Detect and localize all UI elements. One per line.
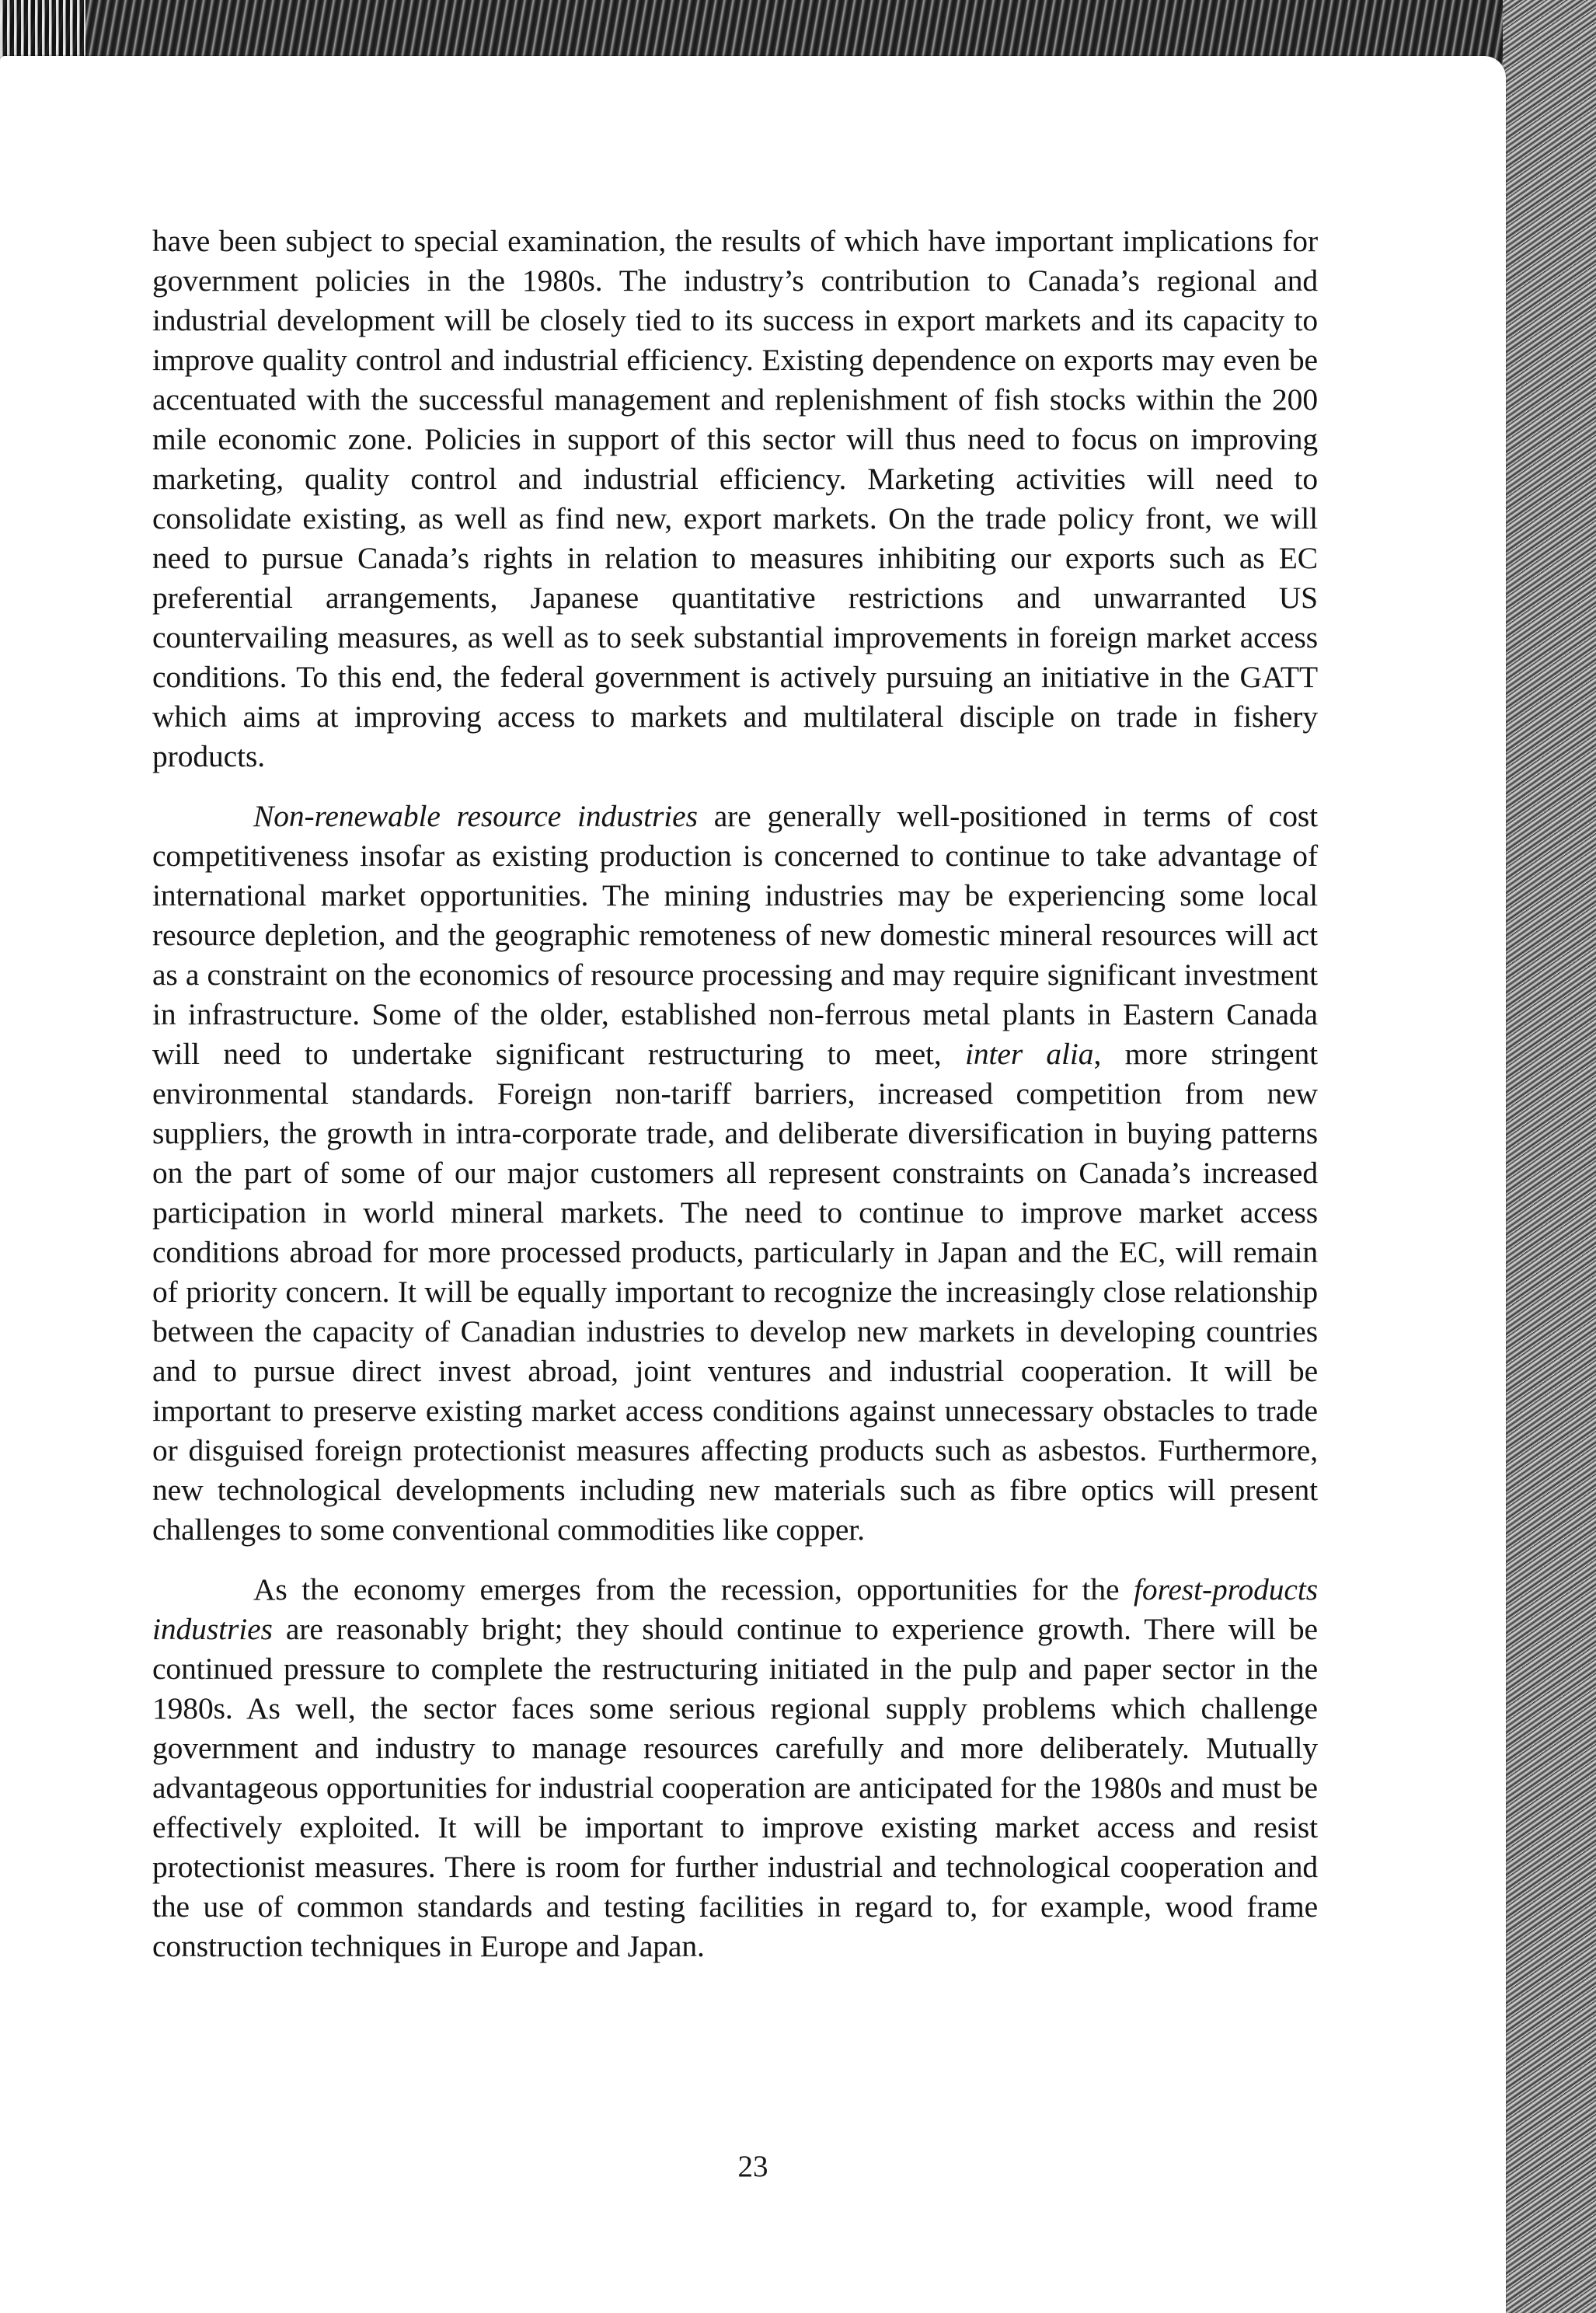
paragraph-run: As the economy emerges from the recession, opportunities for the [253,1572,1134,1607]
paragraph-non-renewable-resources [152,797,1318,1550]
binding-edge-mark [0,0,85,62]
paragraph-run: have been subject to special examination, the results of which have important implications for government policies in the 1980s. The industry’s contribution to Canada’s regional and industrial development will be closely tied to its success in export markets and its capacity to improve quality control and industrial efficiency. Existing dependence on exports may even be accentuated with the successful management and replenishment of fish stocks within the 200 mile economic zone. Policies in support of this sector will thus need to focus on improving marketing, quality control and industrial efficiency. Marketing activities will need to consolidate existing, as well as find new, export markets. On the trade policy front, we will need to pursue Canada’s rights in relation to measures inhibiting our exports such as EC preferential arrangements, Japanese quantitative restrictions and unwarranted US countervailing measures, as well as to seek substantial improvements in foreign market access conditions. To this end, the federal government is actively pursuing an initiative in the GATT which aims at improving access to markets and multilateral disciple on trade in fishery products. [152,224,1318,773]
paragraph-run: , more stringent environmental standards. Foreign non-tariff barriers, increased competition from new suppliers, the growth in intra-corporate trade, and deliberate diversification in buying patterns on the part of some of our major customers all represent constraints on Canada’s increased participation in world mineral markets. The need to continue to improve market access conditions abroad for more processed products, particularly in Japan and the EC, will remain of priority concern. It will be equally important to recognize the increasingly close relationship between the capacity of Canadian industries to develop new markets in developing countries and to pursue direct invest abroad, joint ventures and industrial cooperation. It will be important to preserve existing market access conditions against unnecessary obstacles to trade or disguised foreign protectionist measures affecting products such as asbestos. Furthermore, new technological developments including new materials such as fibre optics will present challenges to some conventional commodities like copper. [152,1037,1318,1547]
paragraph-fisheries [152,222,1318,776]
paragraph-run: are generally well-positioned in terms of cost competitiveness insofar as existing production is concerned to continue to take advantage of international market opportunities. The mining industries may be experiencing some local resource depletion, and the geographic remoteness of new domestic mineral resources will act as a constraint on the economics of resource processing and may require significant investment in infrastructure. Some of the older, established non-ferrous metal plants in Eastern Canada will need to undertake significant restructuring to meet, [152,799,1319,1071]
italic-run: forest-products industries [152,1572,1318,1646]
document-page [0,56,1506,2313]
paragraph-run: are reasonably bright; they should continue to experience growth. There will be continued pressure to complete the restructuring initiated in the pulp and paper sector in the 1980s. As well, the sector faces some serious regional supply problems which challenge government and industry to manage resources carefully and more deliberately. Mutually advantageous opportunities for industrial cooperation are anticipated for the 1980s and must be effectively exploited. It will be important to improve existing market access and resist protectionist measures. There is room for further industrial and technological cooperation and the use of common standards and testing facilities in regard to, for example, wood frame construction techniques in Europe and Japan. [152,1612,1318,1963]
page-number: 23 [737,2150,768,2183]
scan-right-border [1503,0,1596,2313]
italic-run: inter alia [964,1037,1094,1071]
italic-run: Non-renewable resource industries [253,799,698,833]
paragraph-forest-products [152,1570,1318,1966]
body-text [152,222,1318,1987]
